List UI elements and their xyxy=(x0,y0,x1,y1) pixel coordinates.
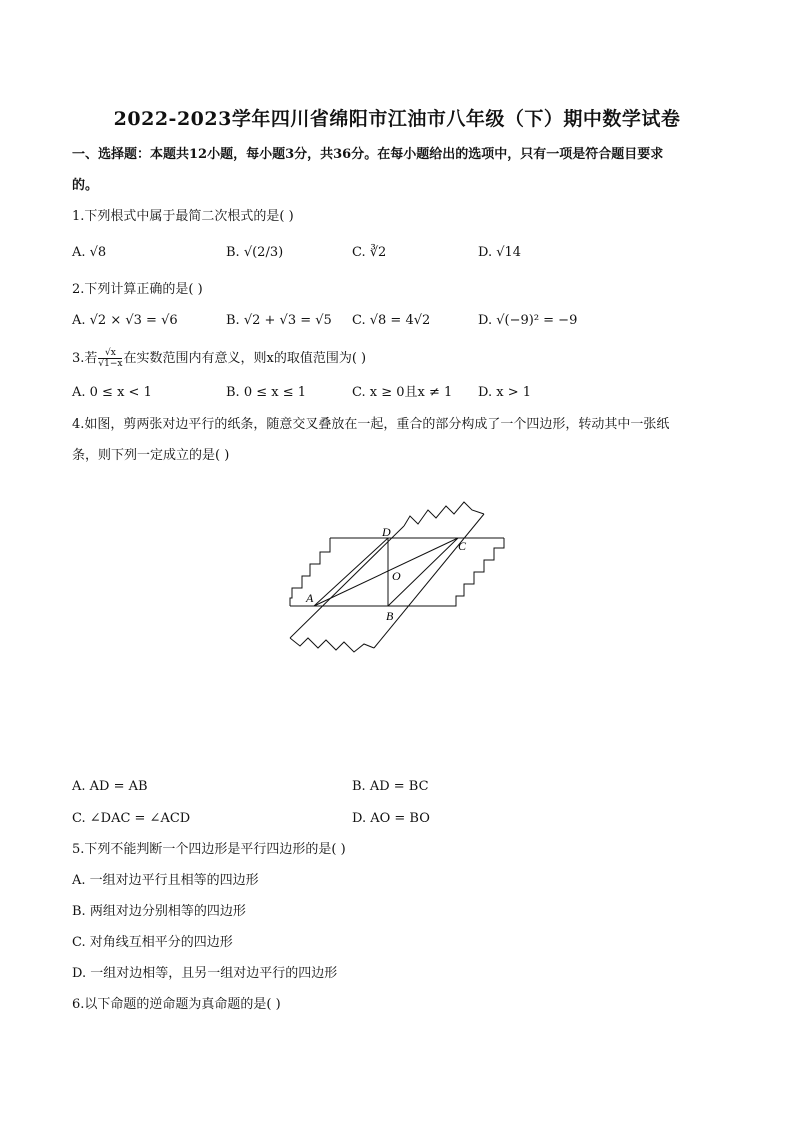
section-heading-line2: 的。 xyxy=(72,178,99,193)
label-d: D xyxy=(382,525,391,539)
label-o: O xyxy=(392,569,401,583)
q5-stem: 5.下列不能判断一个四边形是平行四边形的是( ) xyxy=(72,842,346,857)
q5-option-a: A. 一组对边平行且相等的四边形 xyxy=(72,873,259,888)
q4-option-a: A. AD = AB xyxy=(72,779,148,794)
q4-stem-line1: 4.如图，剪两张对边平行的纸条，随意交叉叠放在一起，重合的部分构成了一个四边形，转动其中一张纸 xyxy=(72,417,670,432)
horizontal-strip-right-jag xyxy=(396,538,504,606)
q1-option-c: C. ∛2 xyxy=(352,245,387,260)
q5-option-b: B. 两组对边分别相等的四边形 xyxy=(72,904,246,919)
section-heading-line1: 一、选择题：本题共12小题，每小题3分，共36分。在每小题给出的选项中，只有一项是符合题目要求 xyxy=(72,147,664,162)
segment-ad xyxy=(314,538,388,606)
q2-option-a: A. √2 × √3 = √6 xyxy=(72,313,178,328)
q2-option-c: C. √8 = 4√2 xyxy=(352,313,431,328)
q5-option-d: D. 一组对边相等，且另一组对边平行的四边形 xyxy=(72,966,338,981)
q2-stem: 2.下列计算正确的是( ) xyxy=(72,282,203,297)
q4-option-c: C. ∠DAC = ∠ACD xyxy=(72,811,191,826)
label-a: A xyxy=(306,591,314,605)
slanted-strip-bottom-jag xyxy=(290,638,374,652)
q3-stem-prefix: 3.若 xyxy=(72,351,98,366)
q4-option-d: D. AO = BO xyxy=(352,811,430,826)
q3-option-d: D. x > 1 xyxy=(478,385,531,400)
q2-option-d: D. √(−9)² = −9 xyxy=(478,313,578,328)
q6-stem: 6.以下命题的逆命题为真命题的是( ) xyxy=(72,997,281,1012)
q3-stem xyxy=(72,348,366,369)
paper-strips-figure xyxy=(282,500,512,660)
q3-fraction xyxy=(98,348,122,369)
q3-fraction-numerator: √x xyxy=(98,348,122,359)
paper-strips-diagram xyxy=(282,500,512,660)
label-c: C xyxy=(458,539,467,553)
q3-option-c: C. x ≥ 0且x ≠ 1 xyxy=(352,385,453,400)
q3-option-b: B. 0 ≤ x ≤ 1 xyxy=(226,385,307,400)
q1-option-d: D. √14 xyxy=(478,245,522,260)
q3-fraction-denominator: √1−x xyxy=(98,359,123,369)
q1-option-b: B. √(2/3) xyxy=(226,245,284,260)
slanted-strip-top-jag xyxy=(404,502,484,526)
exam-title: 2022-2023学年四川省绵阳市江油市八年级（下）期中数学试卷 xyxy=(113,108,681,130)
q4-stem-line2: 条，则下列一定成立的是( ) xyxy=(72,448,230,463)
q2-option-b: B. √2 + √3 = √5 xyxy=(226,313,332,328)
q4-option-b: B. AD = BC xyxy=(352,779,429,794)
q3-stem-suffix: 在实数范围内有意义，则x的取值范围为( ) xyxy=(123,351,367,366)
q1-stem: 1.下列根式中属于最简二次根式的是( ) xyxy=(72,209,294,224)
q3-option-a: A. 0 ≤ x < 1 xyxy=(72,385,152,400)
q1-option-a: A. √8 xyxy=(72,245,107,260)
q5-option-c: C. 对角线互相平分的四边形 xyxy=(72,935,233,950)
label-b: B xyxy=(386,609,394,623)
